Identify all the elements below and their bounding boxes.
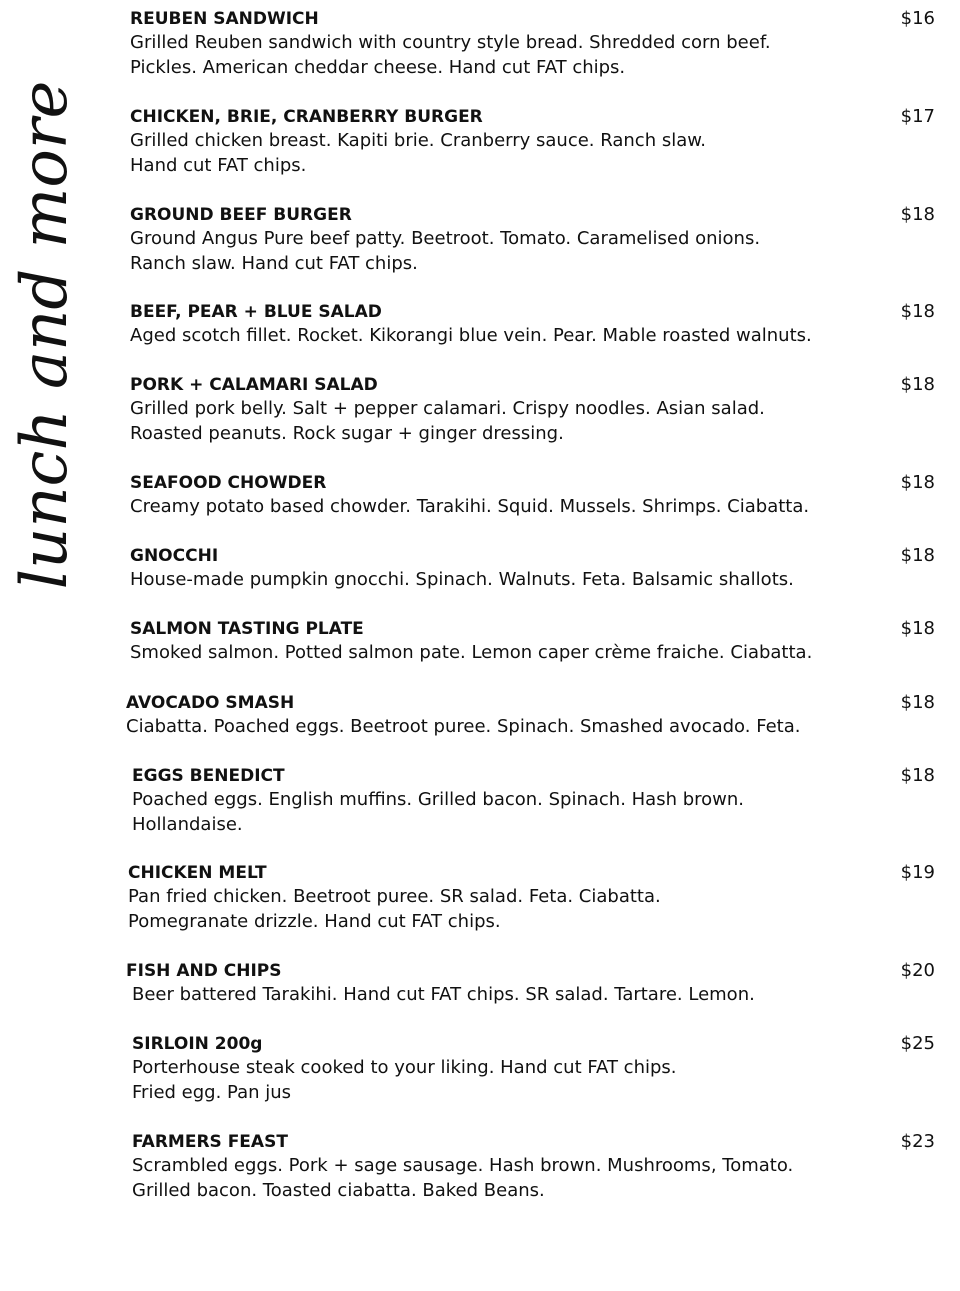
- item-description: Pomegranate drizzle. Hand cut FAT chips.: [128, 910, 501, 932]
- menu-item-pork-calamari-salad: [130, 373, 935, 446]
- item-description: Aged scotch fillet. Rocket. Kikorangi blue vein. Pear. Mable roasted walnuts.: [130, 325, 812, 346]
- item-price: $18: [900, 472, 935, 493]
- item-price: $17: [900, 106, 935, 127]
- item-name: PORK + CALAMARI SALAD: [130, 375, 378, 395]
- item-name: EGGS BENEDICT: [132, 766, 285, 786]
- menu-item-farmers-feast: [132, 1130, 935, 1203]
- item-name: SIRLOIN 200g: [132, 1034, 263, 1054]
- item-name: REUBEN SANDWICH: [130, 9, 319, 29]
- item-description: Pan fried chicken. Beetroot puree. SR salad. Feta. Ciabatta.: [128, 886, 661, 907]
- item-description: Grilled bacon. Toasted ciabatta. Baked Beans.: [132, 1179, 545, 1201]
- menu-item-eggs-benedict: [132, 764, 935, 837]
- item-description: Pickles. American cheddar cheese. Hand cut FAT chips.: [130, 56, 626, 78]
- item-name: BEEF, PEAR + BLUE SALAD: [130, 302, 382, 322]
- item-description: Hollandaise.: [132, 813, 243, 835]
- item-description: Roasted peanuts. Rock sugar + ginger dressing.: [130, 422, 564, 444]
- item-price: $18: [900, 545, 935, 566]
- menu-item-reuben-sandwich: [130, 7, 935, 80]
- item-price: $18: [900, 765, 935, 786]
- item-name: GROUND BEEF BURGER: [130, 205, 352, 225]
- item-name: SALMON TASTING PLATE: [130, 619, 364, 639]
- menu-item-gnocchi: [130, 544, 935, 593]
- item-name: AVOCADO SMASH: [126, 693, 295, 713]
- item-description: Scrambled eggs. Pork + sage sausage. Hash brown. Mushrooms, Tomato.: [132, 1155, 794, 1176]
- section-title: lunch and more: [8, 80, 82, 590]
- menu-item-chicken-brie-cranberry-burger: [130, 105, 935, 178]
- item-description: Beer battered Tarakihi. Hand cut FAT chips. SR salad. Tartare. Lemon.: [132, 984, 755, 1005]
- item-description: House-made pumpkin gnocchi. Spinach. Walnuts. Feta. Balsamic shallots.: [130, 569, 794, 590]
- item-name: FARMERS FEAST: [132, 1132, 288, 1152]
- menu-item-ground-beef-burger: [130, 203, 935, 276]
- item-description: Creamy potato based chowder. Tarakihi. Squid. Mussels. Shrimps. Ciabatta.: [130, 496, 810, 517]
- item-description: Hand cut FAT chips.: [130, 154, 307, 176]
- item-price: $16: [900, 8, 935, 29]
- item-price: $18: [900, 204, 935, 225]
- menu-item-salmon-tasting-plate: [130, 617, 935, 666]
- item-name: SEAFOOD CHOWDER: [130, 473, 327, 493]
- item-name: CHICKEN, BRIE, CRANBERRY BURGER: [130, 107, 483, 127]
- item-price: $19: [900, 862, 935, 883]
- menu-item-avocado-smash: [126, 691, 935, 740]
- item-description: Fried egg. Pan jus: [132, 1081, 292, 1103]
- item-description: Ciabatta. Poached eggs. Beetroot puree. Spinach. Smashed avocado. Feta.: [126, 716, 801, 737]
- menu-item-sirloin: [132, 1032, 935, 1105]
- menu-item-fish-and-chips: [126, 959, 935, 1008]
- item-description: Ranch slaw. Hand cut FAT chips.: [130, 252, 418, 274]
- item-name: GNOCCHI: [130, 546, 219, 566]
- item-description: Smoked salmon. Potted salmon pate. Lemon caper crème fraiche. Ciabatta.: [130, 642, 813, 663]
- item-description: Grilled chicken breast. Kapiti brie. Cranberry sauce. Ranch slaw.: [130, 130, 707, 151]
- item-name: FISH AND CHIPS: [126, 961, 282, 981]
- item-price: $23: [900, 1131, 935, 1152]
- item-description: Grilled pork belly. Salt + pepper calamari. Crispy noodles. Asian salad.: [130, 398, 765, 419]
- item-price: $18: [900, 301, 935, 322]
- item-description: Porterhouse steak cooked to your liking. Hand cut FAT chips.: [132, 1057, 677, 1078]
- item-name: CHICKEN MELT: [128, 863, 267, 883]
- menu-item-beef-pear-blue-salad: [130, 300, 935, 349]
- item-price: $18: [900, 692, 935, 713]
- item-description: Grilled Reuben sandwich with country style bread. Shredded corn beef.: [130, 32, 771, 53]
- menu-item-chicken-melt: [128, 861, 935, 934]
- item-description: Poached eggs. English muffins. Grilled bacon. Spinach. Hash brown.: [132, 789, 745, 810]
- item-price: $18: [900, 618, 935, 639]
- item-price: $18: [900, 374, 935, 395]
- menu-item-seafood-chowder: [130, 471, 935, 520]
- item-description: Ground Angus Pure beef patty. Beetroot. Tomato. Caramelised onions.: [130, 228, 761, 249]
- item-price: $20: [900, 960, 935, 981]
- item-price: $25: [900, 1033, 935, 1054]
